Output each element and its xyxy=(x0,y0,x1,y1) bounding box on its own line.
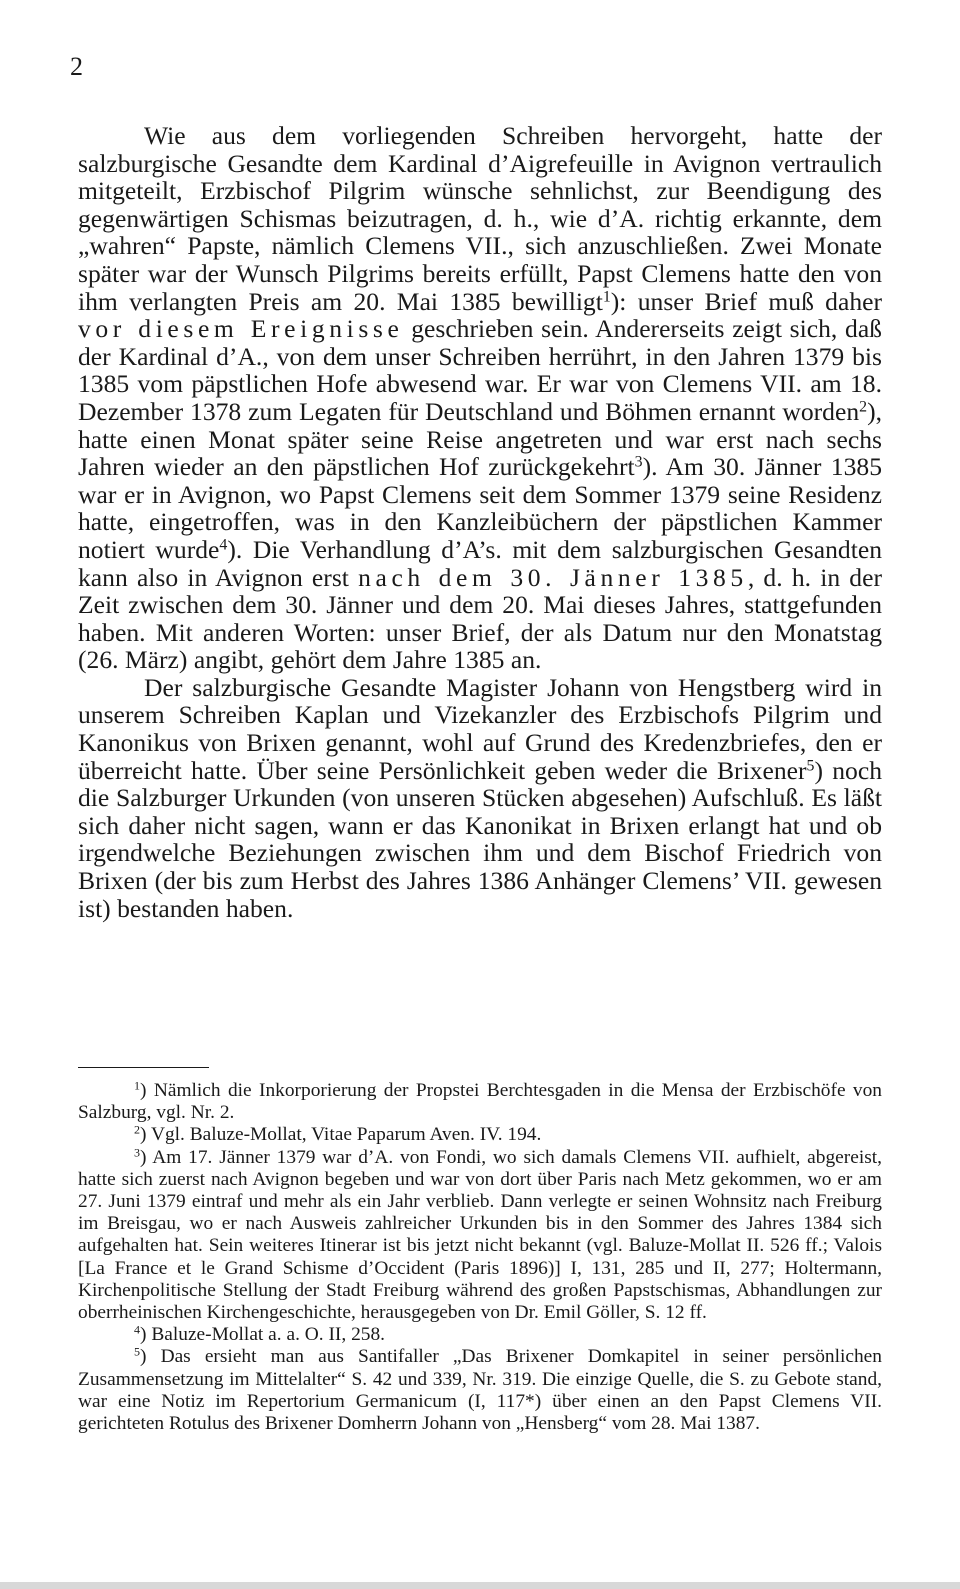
text-run: ) noch die Salzburger Urkunden (von unseren Stücken abgesehen) Aufschluß. Es läßt sich daher nicht sagen, wann er das Kanonikat in Brixen erlangt hat und ob irgendwelche Beziehungen zwischen ihm und dem Bischof Friedrich von Brixen (der bis zum Herbst des Jahres 1386 Anhänger Clemens’ VII. gewesen ist) bestanden haben. xyxy=(78,755,882,923)
footnote-2 xyxy=(78,1124,882,1146)
emphasis-spaced: nach dem 30. Jänner 1385 xyxy=(358,562,748,592)
footnote-text: ) Das ersieht man aus Santifaller „Das Brixener Domkapitel in seiner persönlichen Zusammensetzung im Mittelalter“ S. 42 und 339, Nr. 319. Die einzige Quelle, die S. zu Gebote stand, war eine Notiz im Repertorium Germanicum (I, 117*) über einen an den Papst Clemens VII. gerichteten Rotulus des Brixener Domherrn Johann von „Hensberg“ vom 28. Mai 1387. xyxy=(78,1346,882,1435)
footnote-mark: 4 xyxy=(134,1322,141,1337)
text-run: Wie aus dem vorliegenden Schreiben hervorgeht, hatte der salzburgische Gesandte dem Kardinal d’Aigrefeuille in Avignon vertraulich mitgeteilt, Erzbischof Pilgrim wünsche sehnlichst, zur Beendigung des gegenwärtigen Schismas beizutragen, d. h., wie d’A. richtig erkannte, dem „wahren“ Papste, nämlich Clemens VII., sich anzuschließen. Zwei Monate später war der Wunsch Pilgrims bereits erfüllt, Papst Clemens hatte den von ihm verlangten Preis am 20. Mai 1385 bewilligt xyxy=(78,121,882,316)
text-run: geschrieben sein. Andererseits zeigt sich, daß der Kardinal d’A., von dem unser Schreiben herrührt, in den Jahren 1379 bis 1385 vom päpstlichen Hofe abwesend war. Er war von Clemens VII. am 18. Dezember 1378 zum Legaten für Deutschland und Böhmen ernannt worden xyxy=(78,314,882,426)
footnote-ref-5: 5 xyxy=(806,756,815,774)
page-number: 2 xyxy=(70,52,83,81)
footnote-5 xyxy=(78,1346,882,1435)
footnote-mark: 1 xyxy=(134,1078,141,1093)
text-run: ). Am 30. Jänner 1385 war er in Avignon, wo Papst Clemens seit dem Sommer 1379 seine Residenz hatte, eingetroffen, was in den Kanzleibüchern der päpstlichen Kammer notiert wurde xyxy=(78,452,882,564)
footnote-1 xyxy=(78,1080,882,1124)
text-run: ): unser Brief muß daher xyxy=(610,286,883,316)
footnote-mark: 2 xyxy=(134,1122,141,1137)
footnote-text: ) Vgl. Baluze-Mollat, Vitae Paparum Aven. IV. 194. xyxy=(140,1124,542,1146)
page-bottom-edge xyxy=(0,1582,960,1589)
main-text xyxy=(78,122,882,922)
footnote-ref-1: 1 xyxy=(602,287,611,305)
text-run: ). Die Verhandlung d’A’s. mit dem salzburgischen Gesandten kann also in Avignon erst xyxy=(78,534,882,592)
footnote-4 xyxy=(78,1324,882,1346)
footnote-text: ) Am 17. Jänner 1379 war d’A. von Fondi, wo sich damals Clemens VII. aufhielt, abgereist, hatte sich zuerst nach Avignon begeben und war von dort über Paris nach Metz gekommen, wo er am 27. Juni 1379 eintraf und mehr als ein Jahr verblieb. Dann verlegte er seinen Wohnsitz nach Freiburg im Breisgau, wo er nach Ausweis zahlreicher Urkunden bis in den Sommer des Jahres 1384 sich aufgehalten hat. Sein weiteres Itinerar ist bis jetzt nicht bekannt (vgl. Baluze-Mollat II. 526 ff.; Valois [La France et le Grand Schisme d’Occident (Paris 1896)] I, 131, 285 und II, 277; Holtermann, Kirchenpolitische Stellung der Stadt Freiburg während des großen Papstschismas, Abhandlungen zur oberrheinischen Kirchengeschichte, herausgegeben von Dr. Emil Göller, S. 12 ff. xyxy=(78,1146,882,1324)
footnote-ref-4: 4 xyxy=(219,536,228,554)
text-run: ), hatte einen Monat später seine Reise angetreten und war erst nach sechs Jahren wieder an den päpstlichen Hof zurückgekehrt xyxy=(78,396,882,482)
footnote-text: ) Nämlich die Inkorporierung der Propstei Berchtesgaden in die Mensa der Erzbischöfe von Salzburg, vgl. Nr. 2. xyxy=(78,1080,882,1124)
text-run: Der salzburgische Gesandte Magister Johann von Hengstberg wird in unserem Schreiben Kaplan und Vizekanzler des Erzbischofs Pilgrim und Kanonikus von Brixen genannt, wohl auf Grund des Kredenzbriefes, den er überreicht hatte. Über seine Persönlichkeit geben weder die Brixener xyxy=(78,672,882,785)
footnote-3 xyxy=(78,1147,882,1325)
paragraph-1 xyxy=(78,122,882,674)
paragraph-2 xyxy=(78,674,882,922)
footnote-ref-3: 3 xyxy=(634,453,643,471)
footnote-mark: 3 xyxy=(134,1145,141,1159)
footnotes xyxy=(78,1080,882,1435)
emphasis-spaced: vor diesem Ereignisse xyxy=(78,314,404,344)
footnote-text: ) Baluze-Mollat a. a. O. II, 258. xyxy=(140,1324,386,1346)
footnote-mark: 5 xyxy=(134,1344,141,1359)
footnote-separator xyxy=(78,1067,209,1068)
text-run: , d. h. in der Zeit zwischen dem 30. Jänner und dem 20. Mai dieses Jahres, stattgefunden haben. Mit anderen Worten: unser Brief, der als Datum nur den Monatstag (26. März) angibt, gehört dem Jahre 1385 an. xyxy=(78,562,882,675)
footnote-ref-2: 2 xyxy=(859,398,868,416)
